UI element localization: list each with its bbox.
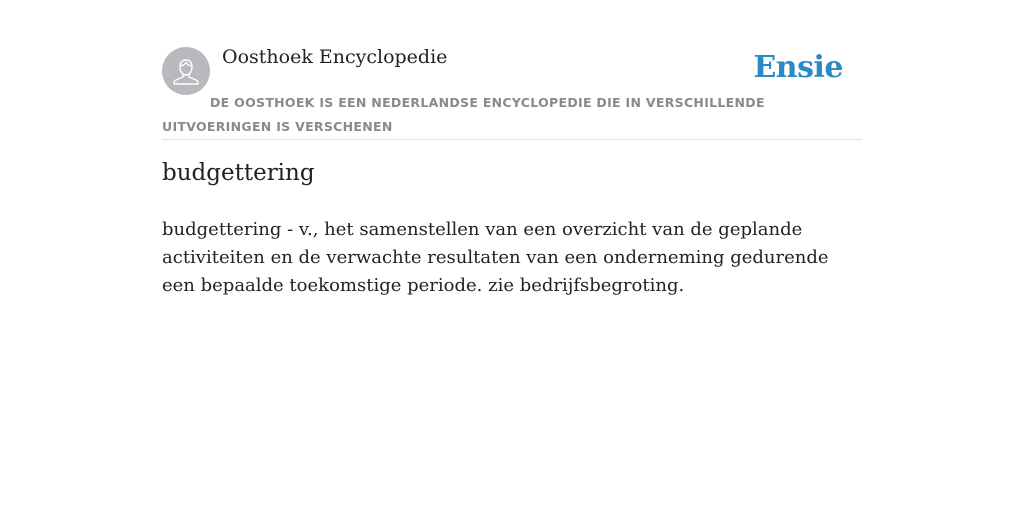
entry-title: budgettering — [162, 160, 315, 186]
avatar[interactable] — [162, 47, 210, 95]
user-icon — [162, 47, 210, 95]
source-description: DE OOSTHOEK IS EEN NEDERLANDSE ENCYCLOPEDIE DIE IN VERSCHILLENDE UITVOERINGEN IS VERSCHENEN — [162, 95, 765, 134]
source-header — [162, 47, 862, 140]
brand-logo[interactable]: Ensie — [753, 50, 843, 85]
entry-definition: budgettering - v., het samenstellen van een overzicht van de geplande activiteiten en de verwachte resultaten van een onderneming gedurende een bepaalde toekomstige periode. zie bedrijfsbegroting. — [162, 219, 829, 296]
source-title-link[interactable]: Oosthoek Encyclopedie — [222, 46, 448, 68]
